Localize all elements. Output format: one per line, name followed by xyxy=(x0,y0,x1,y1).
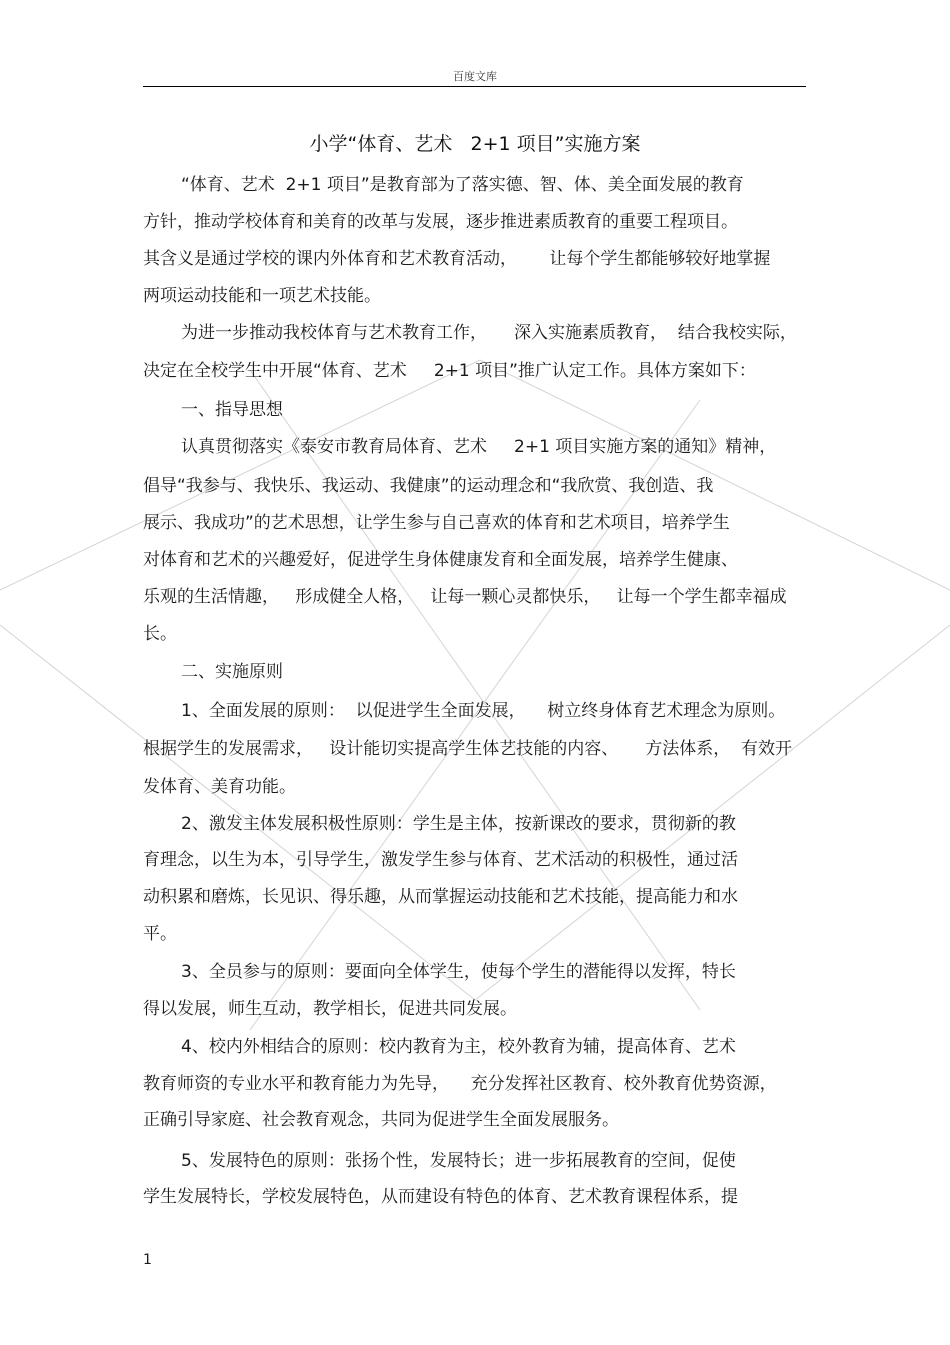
body-line: 平。 xyxy=(143,924,177,944)
body-line: 为进一步推动我校体育与艺术教育工作， 深入实施素质教育， 结合我校实际， xyxy=(181,323,797,343)
section-heading: 二、实施原则 xyxy=(181,662,283,682)
body-line: 正确引导家庭、社会教育观念，共同为促进学生全面发展服务。 xyxy=(143,1110,619,1130)
body-line: 展示、我成功”的艺术思想，让学生参与自己喜欢的体育和艺术项目，培养学生 xyxy=(143,513,730,533)
body-line: 认真贯彻落实《泰安市教育局体育、艺术 2+1 项目实施方案的通知》精神， xyxy=(181,437,777,457)
body-line: 1、全面发展的原则： 以促进学生全面发展， 树立终身体育艺术理念为原则。 xyxy=(181,701,786,721)
document-title: 小学“体育、艺术 2+1 项目”实施方案 xyxy=(309,133,641,155)
body-line: 4、校内外相结合的原则：校内教育为主，校外教育为辅，提高体育、艺术 xyxy=(181,1037,736,1057)
body-line: 教育师资的专业水平和教育能力为先导， 充分发挥社区教育、校外教育优势资源， xyxy=(143,1074,777,1094)
body-line: 动积累和磨炼，长见识、得乐趣，从而掌握运动技能和艺术技能，提高能力和水 xyxy=(143,887,738,907)
body-line: 5、发展特色的原则：张扬个性，发展特长；进一步拓展教育的空间，促使 xyxy=(181,1151,736,1171)
body-line: 长。 xyxy=(143,624,177,644)
body-line: 倡导“我参与、我快乐、我运动、我健康”的运动理念和“我欣赏、我创造、我 xyxy=(143,476,714,496)
page-number: 1 xyxy=(143,1252,152,1268)
section-heading: 一、指导思想 xyxy=(181,400,283,420)
body-line: 其含义是通过学校的课内外体育和艺术教育活动， 让每个学生都能够较好地掌握 xyxy=(143,249,771,269)
header-rule xyxy=(143,86,806,87)
body-line: 决定在全校学生中开展“体育、艺术 2+1 项目”推广认定工作。具体方案如下： xyxy=(143,361,756,381)
body-line: 对体育和艺术的兴趣爱好，促进学生身体健康发育和全面发展，培养学生健康、 xyxy=(143,550,738,570)
body-line: 方针，推动学校体育和美育的改革与发展，逐步推进素质教育的重要工程项目。 xyxy=(143,212,738,232)
body-line: 两项运动技能和一项艺术技能。 xyxy=(143,286,381,306)
body-line: 育理念，以生为本，引导学生，激发学生参与体育、艺术活动的积极性，通过活 xyxy=(143,850,738,870)
body-line: 根据学生的发展需求， 设计能切实提高学生体艺技能的内容、 方法体系， 有效开 xyxy=(143,739,793,759)
body-line: 学生发展特长，学校发展特色，从而建设有特色的体育、艺术教育课程体系，提 xyxy=(143,1187,738,1207)
body-line: “体育、艺术 2+1 项目”是教育部为了落实德、智、体、美全面发展的教育 xyxy=(181,175,744,195)
body-line: 3、全员参与的原则：要面向全体学生，使每个学生的潜能得以发挥，特长 xyxy=(181,962,736,982)
body-line: 发体育、美育功能。 xyxy=(143,777,296,797)
body-line: 得以发展，师生互动，教学相长，促进共同发展。 xyxy=(143,999,517,1019)
header-source-label: 百度文库 xyxy=(453,70,497,83)
body-line: 乐观的生活情趣， 形成健全人格， 让每一颗心灵都快乐， 让每一个学生都幸福成 xyxy=(143,587,787,607)
body-line: 2、激发主体发展积极性原则：学生是主体，按新课改的要求，贯彻新的教 xyxy=(181,814,736,834)
